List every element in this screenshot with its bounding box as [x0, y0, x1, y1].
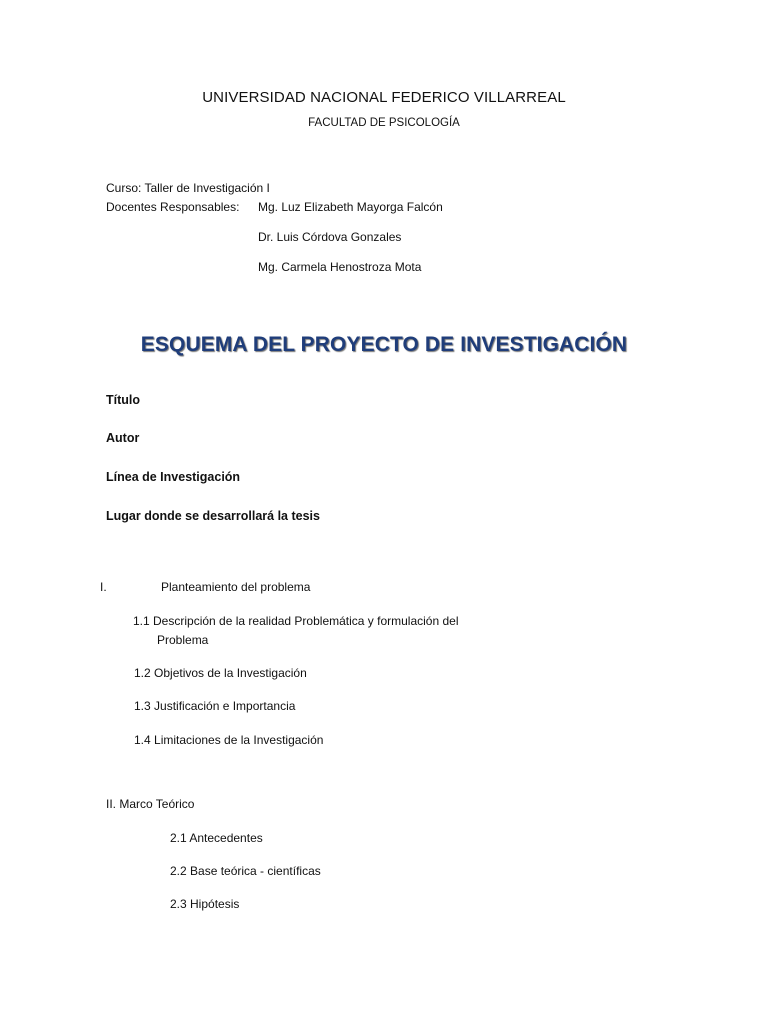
field-title: Título	[106, 393, 141, 407]
university-name: UNIVERSIDAD NACIONAL FEDERICO VILLARREAL	[202, 89, 566, 106]
section-item: 2.2 Base teórica - científicas	[170, 864, 321, 878]
document-title: ESQUEMA DEL PROYECTO DE INVESTIGACIÓN	[140, 333, 628, 356]
section-title: II. Marco Teórico	[106, 797, 195, 811]
course-label: Curso: Taller de Investigación I	[106, 181, 270, 195]
section-title: Planteamiento del problema	[161, 580, 311, 594]
section-item: 1.4 Limitaciones de la Investigación	[134, 733, 324, 747]
section-item: 2.1 Antecedentes	[170, 831, 263, 845]
teacher-name: Dr. Luis Córdova Gonzales	[258, 230, 402, 244]
teacher-name: Mg. Carmela Henostroza Mota	[258, 260, 422, 274]
section-item: 1.1 Descripción de la realidad Problemática y formulación del	[133, 614, 459, 628]
teachers-label: Docentes Responsables:	[106, 200, 240, 214]
field-research-line: Línea de Investigación	[106, 470, 241, 484]
section-item: 1.2 Objetivos de la Investigación	[134, 666, 307, 680]
section-item-continuation: Problema	[157, 633, 209, 647]
faculty-name: FACULTAD DE PSICOLOGÍA	[308, 117, 460, 129]
field-author: Autor	[106, 431, 140, 445]
section-number: I.	[100, 580, 107, 594]
field-location: Lugar donde se desarrollará la tesis	[106, 509, 320, 523]
teacher-name: Mg. Luz Elizabeth Mayorga Falcón	[258, 200, 443, 214]
section-item: 1.3 Justificación e Importancia	[134, 699, 296, 713]
section-item: 2.3 Hipótesis	[170, 897, 240, 911]
